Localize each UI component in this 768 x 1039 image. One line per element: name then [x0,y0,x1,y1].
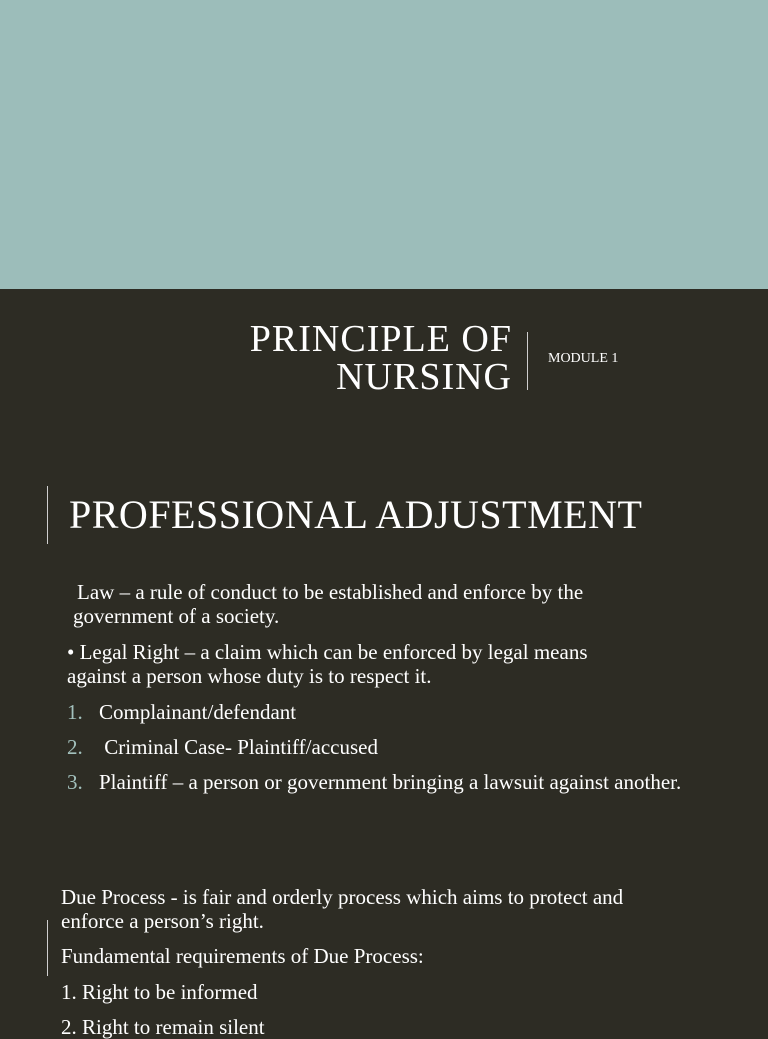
title-line-2: NURSING [336,356,512,398]
due-process-line-1: Due Process - is fair and orderly process which aims to protect and [61,885,624,909]
due-process-divider [47,920,48,976]
fundamental-requirements: Fundamental requirements of Due Process: [61,944,424,968]
item-text: Complainant/defendant [99,700,297,724]
legal-right-line-2: against a person whose duty is to respect it. [67,664,432,688]
heading-divider [47,486,48,544]
numbered-item-1 [67,700,687,724]
slide-title [250,320,512,396]
law-line-2: government of a society. [73,604,280,628]
numbered-item-2 [67,735,687,759]
due-process-definition [61,885,701,933]
right-item-1: 1. Right to be informed [61,980,258,1004]
legal-right-definition [67,640,687,688]
law-definition [73,580,683,628]
item-number: 1. [67,700,83,724]
legal-right-line-1: • Legal Right – a claim which can be enforced by legal means [67,640,588,664]
top-color-band [0,0,768,289]
title-line-1: PRINCIPLE OF [249,318,512,360]
right-item-2: 2. Right to remain silent [61,1015,265,1039]
due-process-line-2: enforce a person’s right. [61,909,264,933]
title-divider [527,332,528,390]
item-number: 3. [67,770,83,794]
module-label: MODULE 1 [548,351,619,366]
item-number: 2. [67,735,83,759]
section-heading: PROFESSIONAL ADJUSTMENT [69,492,643,537]
numbered-item-3 [67,770,687,794]
item-text: Plaintiff – a person or government bringing a lawsuit against another. [99,770,682,794]
item-text: Criminal Case- Plaintiff/accused [99,735,378,759]
law-line-1: Law – a rule of conduct to be established and enforce by the [77,580,584,604]
